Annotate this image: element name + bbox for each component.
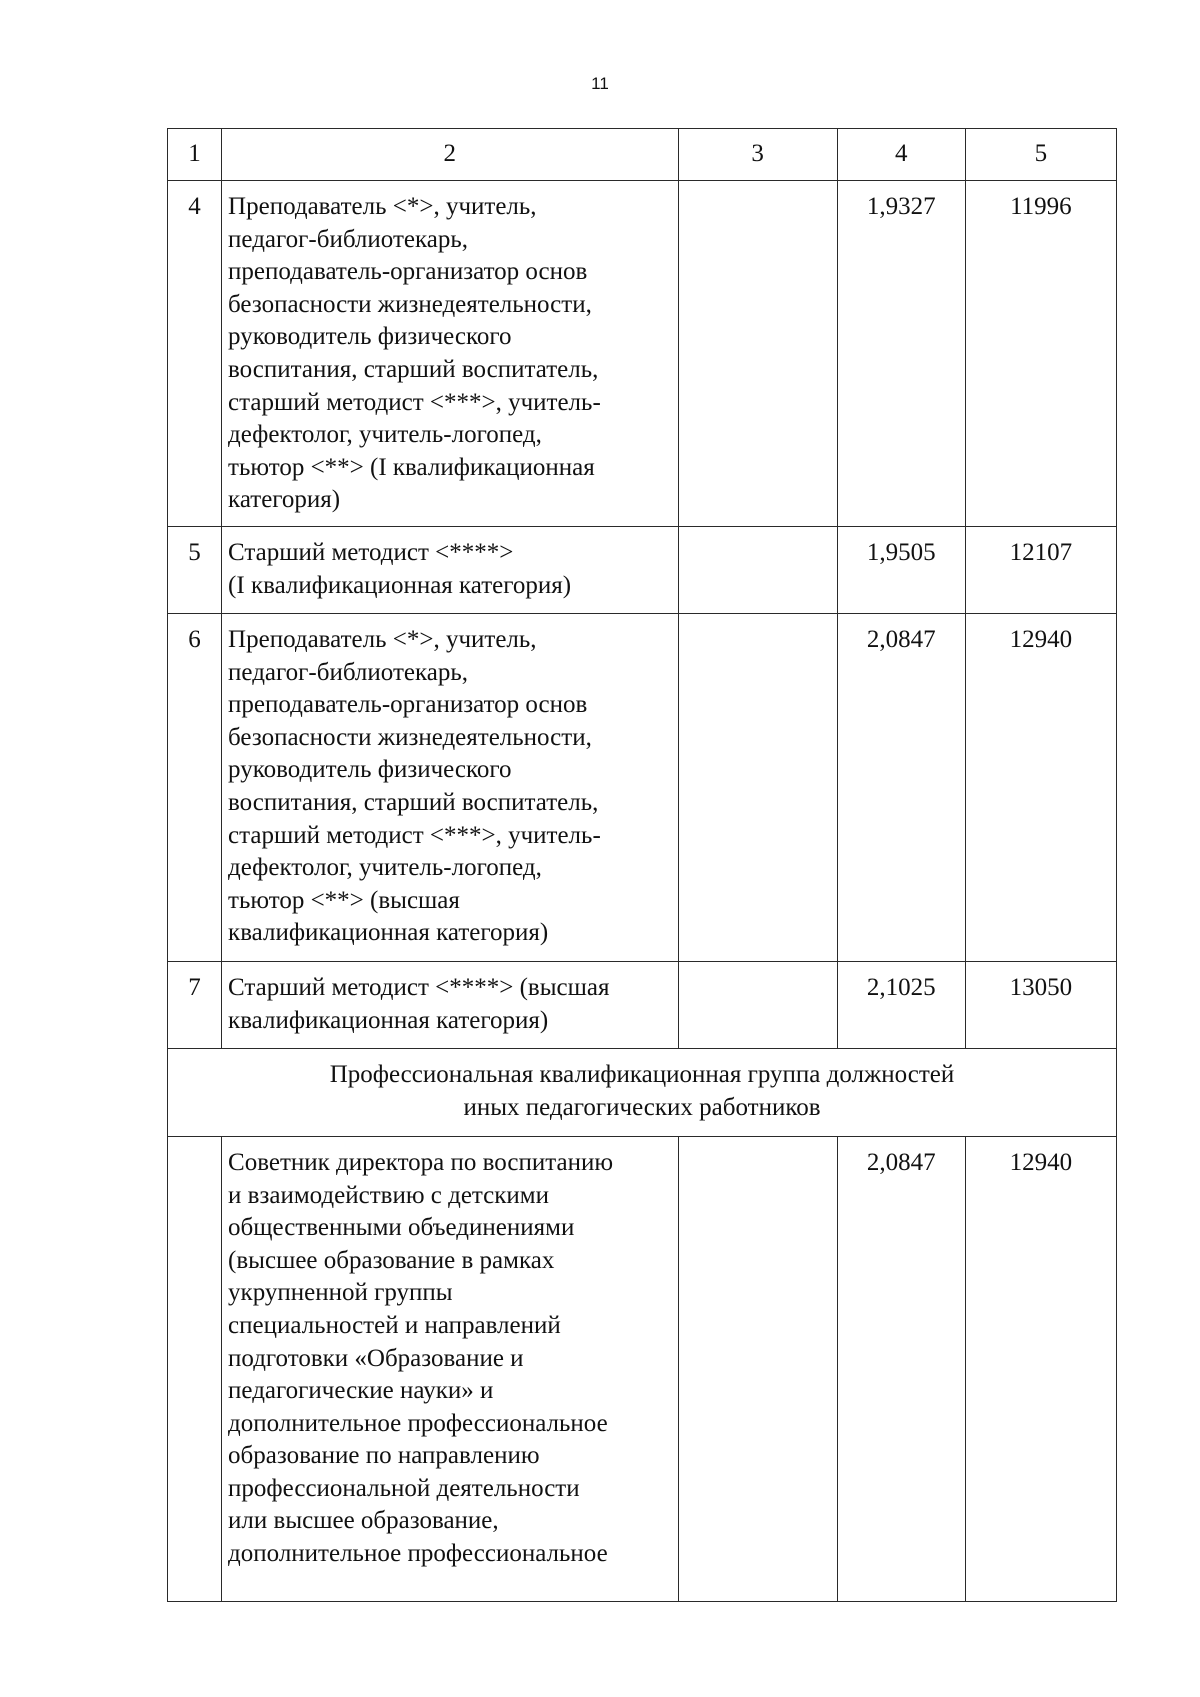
position-name: Советник директора по воспитанию и взаимодействию с детскими общественными объединениями (высшее образование в рамках укрупненной группы специальностей и направлений подготовки «Образование и педагогические науки» и дополнительное профессиональное образование по направлению профессиональной деятельности или высшее образование, дополнительное профессиональное bbox=[222, 1136, 678, 1601]
row-number: 7 bbox=[168, 961, 222, 1048]
column-header: 3 bbox=[678, 129, 837, 181]
position-name: Преподаватель <*>, учитель, педагог-библиотекарь, преподаватель-организатор основ безопасности жизнедеятельности, руководитель физического воспитания, старший воспитатель, старший методист <***>, учитель- дефектолог, учитель-логопед, тьютор <**> (высшая квалификационная категория) bbox=[222, 613, 678, 961]
column-header: 1 bbox=[168, 129, 222, 181]
group-heading-row bbox=[168, 1048, 1117, 1136]
table-row bbox=[168, 613, 1117, 961]
position-name: Преподаватель <*>, учитель, педагог-библиотекарь, преподаватель-организатор основ безопасности жизнедеятельности, руководитель физического воспитания, старший воспитатель, старший методист <***>, учитель- дефектолог, учитель-логопед, тьютор <**> (I квалификационная категория) bbox=[222, 181, 678, 527]
coefficient-value: 2,0847 bbox=[837, 613, 965, 961]
position-name: Старший методист <****> (I квалификационная категория) bbox=[222, 526, 678, 613]
table-row bbox=[168, 961, 1117, 1048]
column-header: 2 bbox=[222, 129, 678, 181]
position-name: Старший методист <****> (высшая квалификационная категория) bbox=[222, 961, 678, 1048]
coefficient-value: 2,1025 bbox=[837, 961, 965, 1048]
salary-value: 12107 bbox=[965, 526, 1116, 613]
row-number: 4 bbox=[168, 181, 222, 527]
row-number bbox=[168, 1136, 222, 1601]
tariff-table bbox=[167, 128, 1117, 1602]
coefficient-value: 1,9327 bbox=[837, 181, 965, 527]
salary-value: 13050 bbox=[965, 961, 1116, 1048]
coefficient-value: 2,0847 bbox=[837, 1136, 965, 1601]
column-3-value bbox=[678, 613, 837, 961]
column-3-value bbox=[678, 1136, 837, 1601]
table-row bbox=[168, 181, 1117, 527]
group-heading: Профессиональная квалификационная группа должностей иных педагогических работников bbox=[168, 1048, 1117, 1136]
salary-value: 12940 bbox=[965, 1136, 1116, 1601]
page-number: 11 bbox=[591, 74, 609, 93]
table-header-row bbox=[168, 129, 1117, 181]
salary-value: 11996 bbox=[965, 181, 1116, 527]
column-header: 5 bbox=[965, 129, 1116, 181]
column-3-value bbox=[678, 526, 837, 613]
row-number: 5 bbox=[168, 526, 222, 613]
table-row bbox=[168, 1136, 1117, 1601]
salary-value: 12940 bbox=[965, 613, 1116, 961]
column-3-value bbox=[678, 961, 837, 1048]
row-number: 6 bbox=[168, 613, 222, 961]
coefficient-value: 1,9505 bbox=[837, 526, 965, 613]
table-row bbox=[168, 526, 1117, 613]
column-3-value bbox=[678, 181, 837, 527]
column-header: 4 bbox=[837, 129, 965, 181]
